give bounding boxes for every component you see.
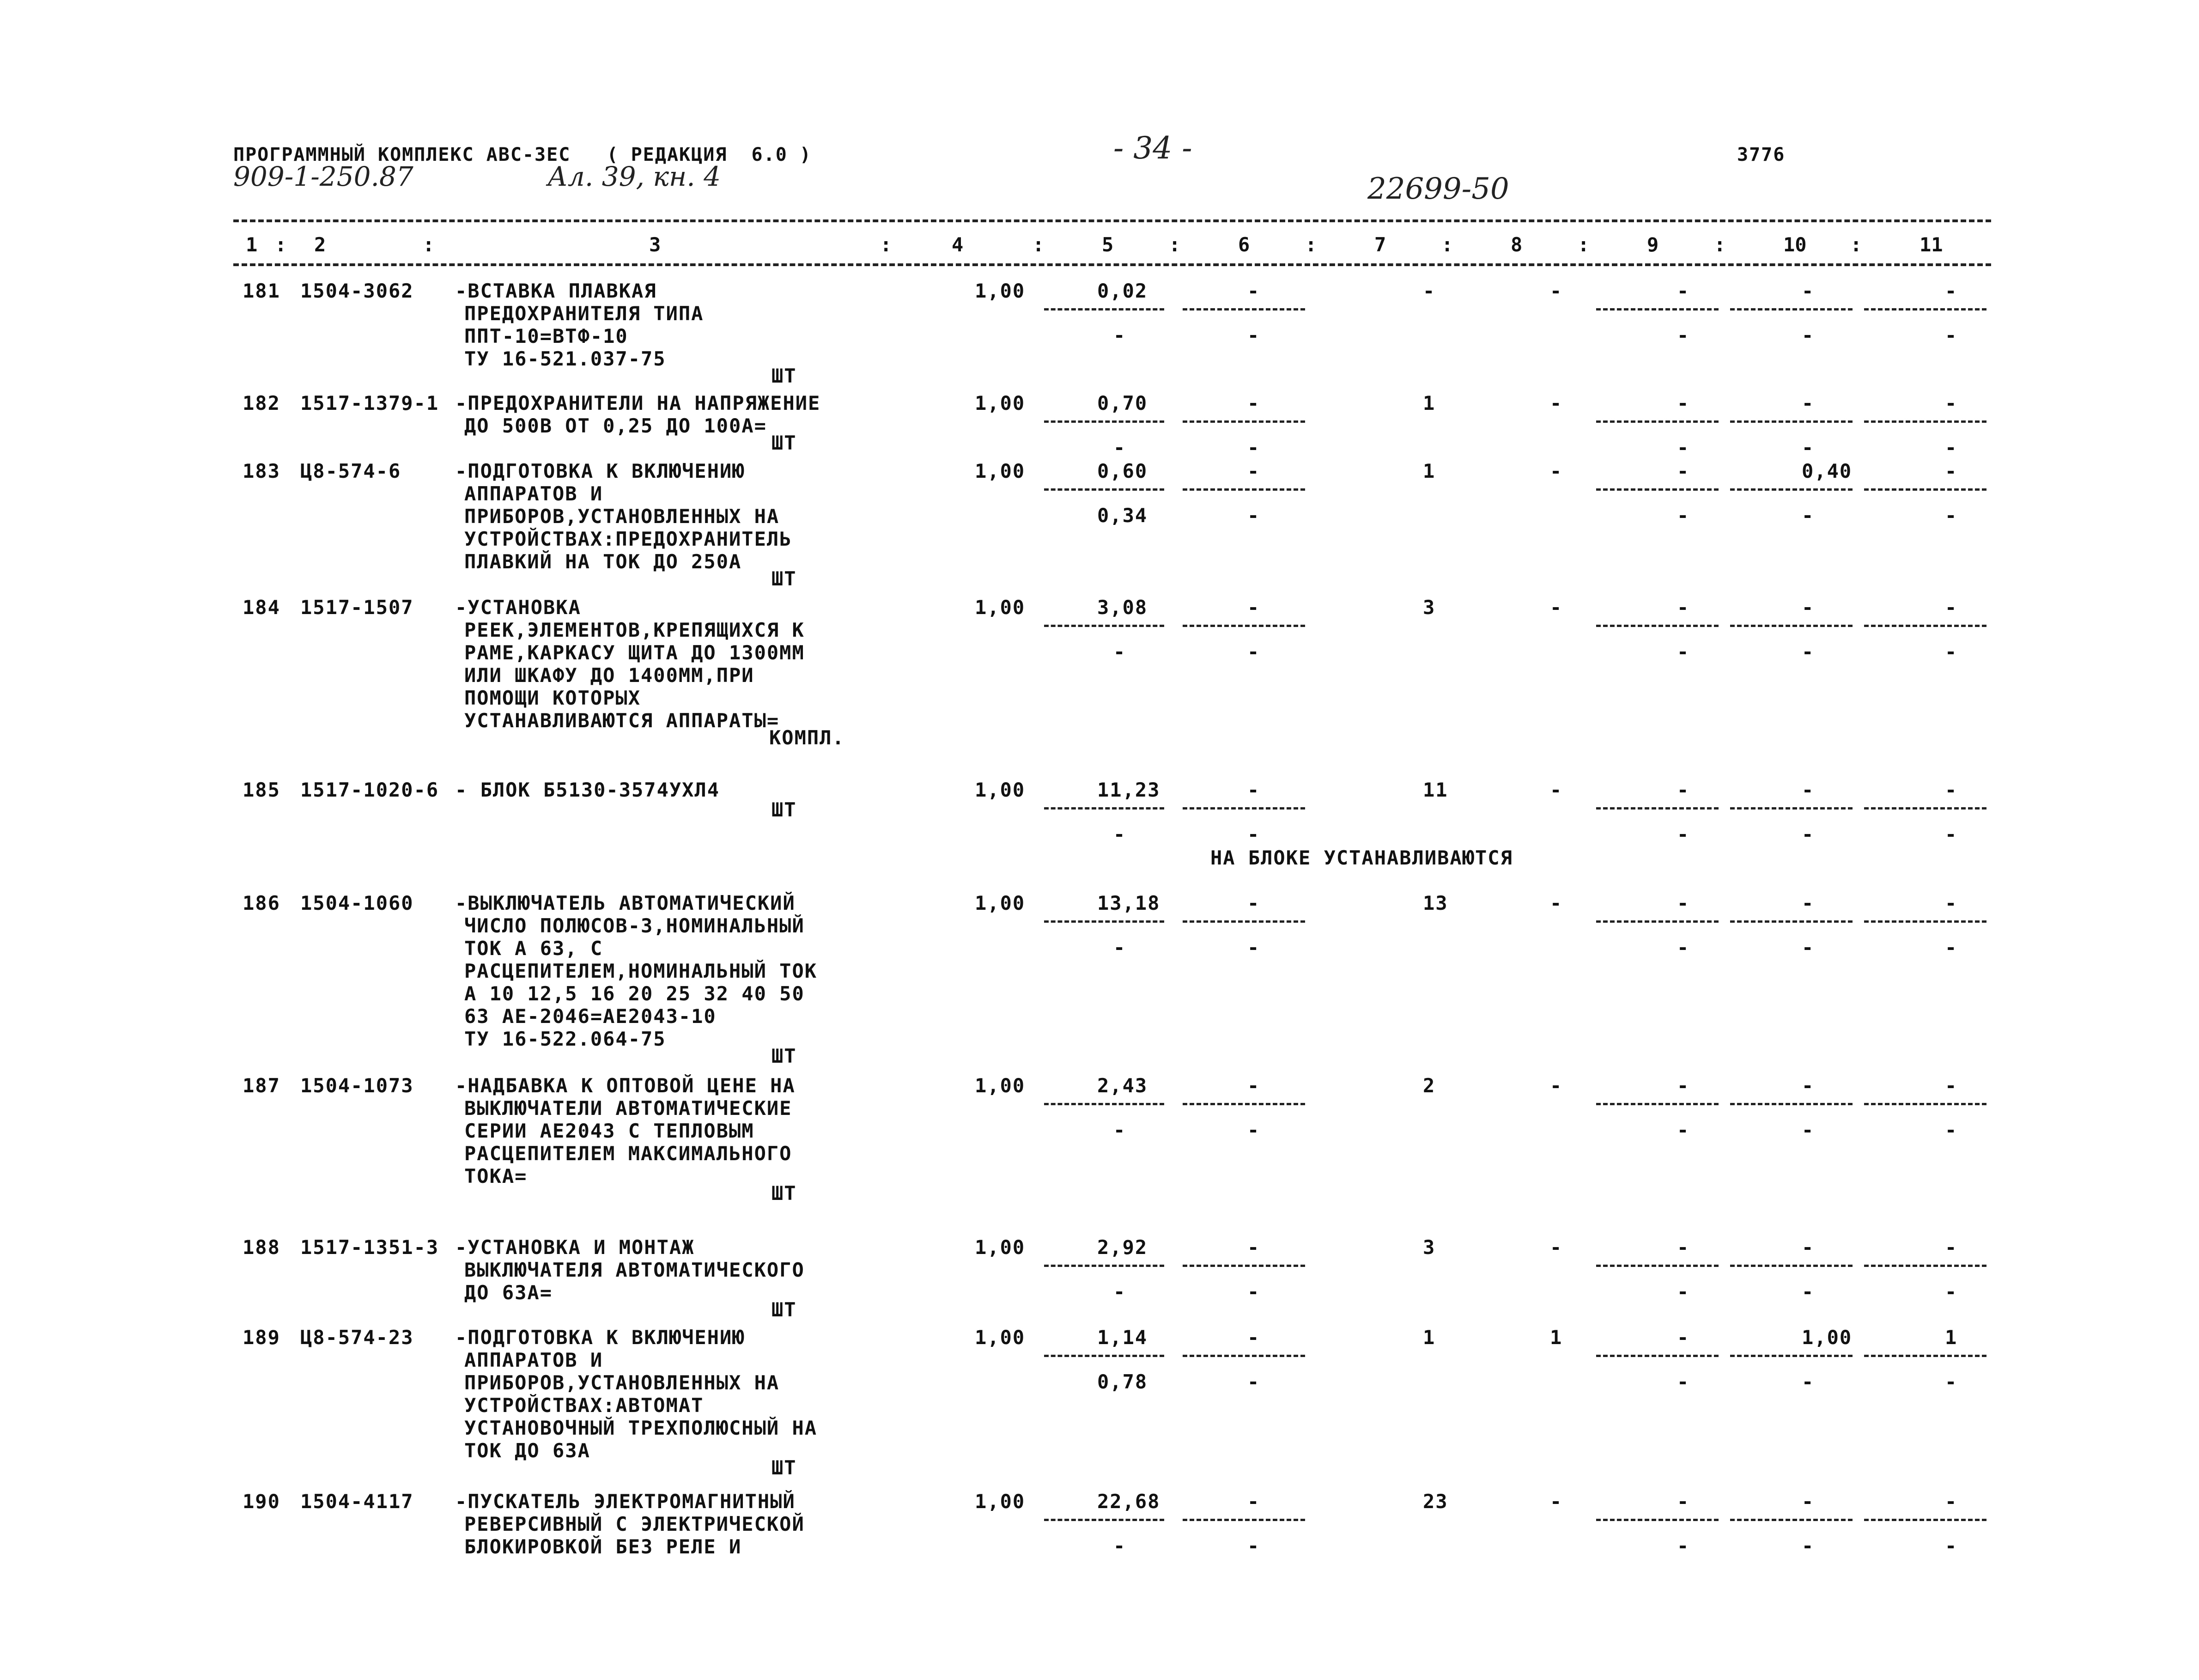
unit-label: ШТ xyxy=(771,365,797,387)
col-header-8: 8 xyxy=(1511,233,1523,256)
cost-col10-value: - xyxy=(1802,779,1815,801)
item-description-line: ТУ 16-522.064-75 xyxy=(464,1028,666,1050)
cost-col9-lower: - xyxy=(1677,436,1690,459)
item-description-line: РАСЦЕПИТЕЛЕМ МАКСИМАЛЬНОГО xyxy=(464,1142,792,1165)
cost-total-lower: - xyxy=(1113,936,1126,959)
cost-col10-value: 1,00 xyxy=(1802,1326,1853,1349)
cost-col6-lower: - xyxy=(1247,1119,1260,1141)
cost-col11-value: - xyxy=(1945,392,1958,414)
quantity-value: 1,00 xyxy=(975,280,1026,302)
cost-col6-lower: - xyxy=(1247,936,1260,959)
fraction-rule xyxy=(1183,420,1305,423)
cost-col10-lower: - xyxy=(1802,640,1815,663)
item-description-line: - БЛОК Б5130-3574УХЛ4 xyxy=(455,779,720,801)
cost-col10-lower: - xyxy=(1802,823,1815,846)
price-code: 1517-1379-1 xyxy=(300,392,439,414)
item-description-line: ИЛИ ШКАФУ ДО 1400ММ,ПРИ xyxy=(464,664,754,687)
cost-col11-lower: - xyxy=(1945,640,1958,663)
fraction-rule xyxy=(1596,807,1719,810)
fraction-rule xyxy=(1730,488,1853,491)
price-code: Ц8-574-23 xyxy=(300,1326,414,1349)
cost-col6-lower: - xyxy=(1247,1370,1260,1393)
fraction-rule xyxy=(1730,1519,1853,1521)
fraction-rule xyxy=(1183,1265,1305,1267)
cost-col8-value: - xyxy=(1550,1236,1563,1259)
col-sep: : xyxy=(1714,233,1726,256)
cost-col6-value: - xyxy=(1247,392,1260,414)
cost-col11-value: - xyxy=(1945,1236,1958,1259)
item-description-line: РЕЕК,ЭЛЕМЕНТОВ,КРЕПЯЩИХСЯ К xyxy=(464,619,805,641)
cost-total-value: 0,70 xyxy=(1097,392,1148,414)
cost-col7-value: 1 xyxy=(1423,392,1436,414)
item-description-line: ПРИБОРОВ,УСТАНОВЛЕННЫХ НА xyxy=(464,505,780,528)
item-description-line: ПРЕДОХРАНИТЕЛЯ ТИПА xyxy=(464,302,704,325)
col-sep: : xyxy=(880,233,892,256)
cost-col11-value: - xyxy=(1945,460,1958,482)
col-header-10: 10 xyxy=(1783,233,1807,256)
cost-col7-value: 23 xyxy=(1423,1490,1448,1513)
cost-col6-value: - xyxy=(1247,1326,1260,1349)
fraction-rule xyxy=(1044,1519,1164,1521)
item-description-line: БЛОКИРОВКОЙ БЕЗ РЕЛЕ И xyxy=(464,1535,742,1558)
item-description-line: ПРИБОРОВ,УСТАНОВЛЕННЫХ НА xyxy=(464,1371,780,1394)
cost-col9-value: - xyxy=(1677,1490,1690,1513)
item-description-line: -ПОДГОТОВКА К ВКЛЮЧЕНИЮ xyxy=(455,1326,745,1349)
row-number: 182 xyxy=(243,392,280,414)
fraction-rule xyxy=(1864,488,1986,491)
fraction-rule xyxy=(1183,308,1305,310)
fraction-rule xyxy=(1044,1103,1164,1105)
cost-col7-value: - xyxy=(1423,280,1436,302)
item-description-line: ТОК А 63, С xyxy=(464,937,603,960)
row-number: 187 xyxy=(243,1074,280,1097)
cost-col11-value: - xyxy=(1945,1490,1958,1513)
item-description-line: 63 АЕ-2046=АЕ2043-10 xyxy=(464,1005,717,1028)
item-description-line: РАМЕ,КАРКАСУ ЩИТА ДО 1300ММ xyxy=(464,641,805,664)
fraction-rule xyxy=(1596,1519,1719,1521)
cost-col10-value: - xyxy=(1802,1074,1815,1097)
fraction-rule xyxy=(1183,1519,1305,1521)
cost-col7-value: 1 xyxy=(1423,1326,1436,1349)
cost-col9-value: - xyxy=(1677,892,1690,914)
cost-col11-value: 1 xyxy=(1945,1326,1958,1349)
fraction-rule xyxy=(1044,625,1164,627)
item-description-line: УСТАНАВЛИВАЮТСЯ АППАРАТЫ= xyxy=(464,709,780,732)
fraction-rule xyxy=(1596,488,1719,491)
row-number: 188 xyxy=(243,1236,280,1259)
cost-col10-lower: - xyxy=(1802,436,1815,459)
quantity-value: 1,00 xyxy=(975,460,1026,482)
cost-total-lower: - xyxy=(1113,1119,1126,1141)
price-code: Ц8-574-6 xyxy=(300,460,401,482)
col-header-4: 4 xyxy=(952,233,964,256)
item-description-line: -ВСТАВКА ПЛАВКАЯ xyxy=(455,280,657,302)
cost-col6-value: - xyxy=(1247,1074,1260,1097)
cost-col8-value: - xyxy=(1550,280,1563,302)
quantity-value: 1,00 xyxy=(975,779,1026,801)
fraction-rule xyxy=(1596,1103,1719,1105)
row-number: 185 xyxy=(243,779,280,801)
row-number: 186 xyxy=(243,892,280,914)
item-description-line: -НАДБАВКА К ОПТОВОЙ ЦЕНЕ НА xyxy=(455,1074,796,1097)
cost-col9-value: - xyxy=(1677,1074,1690,1097)
col-sep: : xyxy=(1441,233,1453,256)
cost-col9-lower: - xyxy=(1677,1370,1690,1393)
cost-col9-lower: - xyxy=(1677,504,1690,527)
col-header-5: 5 xyxy=(1102,233,1114,256)
fraction-rule xyxy=(1044,308,1164,310)
handwritten-album-ref: Ал. 39, кн. 4 xyxy=(547,161,721,192)
item-description-line: -ПОДГОТОВКА К ВКЛЮЧЕНИЮ xyxy=(455,460,745,482)
fraction-rule xyxy=(1864,625,1986,627)
row-number: 190 xyxy=(243,1490,280,1513)
fraction-rule xyxy=(1596,920,1719,923)
cost-col7-value: 2 xyxy=(1423,1074,1436,1097)
cost-total-value: 11,23 xyxy=(1097,779,1160,801)
fraction-rule xyxy=(1044,807,1164,810)
price-code: 1504-1073 xyxy=(300,1074,414,1097)
fraction-rule xyxy=(1864,1103,1986,1105)
cost-col11-lower: - xyxy=(1945,1534,1958,1557)
fraction-rule xyxy=(1730,920,1853,923)
fraction-rule xyxy=(1864,1519,1986,1521)
cost-col9-lower: - xyxy=(1677,936,1690,959)
cost-col11-value: - xyxy=(1945,280,1958,302)
fraction-rule xyxy=(1730,308,1853,310)
block-note: НА БЛОКЕ УСТАНАВЛИВАЮТСЯ xyxy=(1210,846,1513,869)
cost-col9-value: - xyxy=(1677,392,1690,414)
price-code: 1517-1020-6 xyxy=(300,779,439,801)
cost-col10-lower: - xyxy=(1802,324,1815,347)
cost-col7-value: 3 xyxy=(1423,596,1436,619)
cost-total-value: 2,43 xyxy=(1097,1074,1148,1097)
cost-col6-lower: - xyxy=(1247,1534,1260,1557)
quantity-value: 1,00 xyxy=(975,892,1026,914)
unit-label: ШТ xyxy=(771,567,797,590)
fraction-rule xyxy=(1730,1265,1853,1267)
fraction-rule xyxy=(1183,920,1305,923)
fraction-rule xyxy=(1864,807,1986,810)
cost-col9-value: - xyxy=(1677,1236,1690,1259)
fraction-rule xyxy=(1730,625,1853,627)
item-description-line: РЕВЕРСИВНЫЙ С ЭЛЕКТРИЧЕСКОЙ xyxy=(464,1513,805,1535)
cost-col10-value: - xyxy=(1802,1490,1815,1513)
fraction-rule xyxy=(1864,1355,1986,1357)
cost-col6-value: - xyxy=(1247,280,1260,302)
cost-col8-value: - xyxy=(1550,460,1563,482)
cost-col9-lower: - xyxy=(1677,324,1690,347)
cost-col11-value: - xyxy=(1945,1074,1958,1097)
header-bottom-rule xyxy=(233,263,1991,266)
fraction-rule xyxy=(1864,308,1986,310)
cost-col9-value: - xyxy=(1677,460,1690,482)
cost-col6-value: - xyxy=(1247,1236,1260,1259)
cost-col6-value: - xyxy=(1247,779,1260,801)
item-description-line: ДО 500В ОТ 0,25 ДО 100А= xyxy=(464,414,767,437)
handwritten-project-code: 909-1-250.87 xyxy=(233,161,413,192)
row-number: 183 xyxy=(243,460,280,482)
table-top-rule xyxy=(233,219,1991,222)
cost-col7-value: 3 xyxy=(1423,1236,1436,1259)
program-title: ПРОГРАММНЫЙ КОМПЛЕКС АВС-3ЕС ( РЕДАКЦИЯ 6.0 ) xyxy=(233,144,812,165)
item-description-line: -УСТАНОВКА И МОНТАЖ xyxy=(455,1236,695,1259)
cost-col7-value: 13 xyxy=(1423,892,1448,914)
cost-total-value: 0,60 xyxy=(1097,460,1148,482)
unit-label: КОМПЛ. xyxy=(769,726,845,749)
cost-col7-value: 11 xyxy=(1423,779,1448,801)
cost-col6-value: - xyxy=(1247,1490,1260,1513)
item-description-line: АППАРАТОВ И xyxy=(464,482,603,505)
unit-label: ШТ xyxy=(771,798,797,821)
price-code: 1504-3062 xyxy=(300,280,414,302)
item-description-line: РАСЦЕПИТЕЛЕМ,НОМИНАЛЬНЫЙ ТОК xyxy=(464,960,818,982)
cost-col9-value: - xyxy=(1677,280,1690,302)
cost-col10-lower: - xyxy=(1802,1280,1815,1303)
fraction-rule xyxy=(1596,1355,1719,1357)
row-number: 189 xyxy=(243,1326,280,1349)
quantity-value: 1,00 xyxy=(975,1236,1026,1259)
fraction-rule xyxy=(1596,625,1719,627)
fraction-rule xyxy=(1183,488,1305,491)
item-description-line: ПЛАВКИЙ НА ТОК ДО 250А xyxy=(464,550,742,573)
unit-label: ШТ xyxy=(771,432,797,454)
cost-total-value: 22,68 xyxy=(1097,1490,1160,1513)
cost-col8-value: - xyxy=(1550,779,1563,801)
item-description-line: УСТРОЙСТВАХ:АВТОМАТ xyxy=(464,1394,704,1417)
cost-col7-value: 1 xyxy=(1423,460,1436,482)
price-code: 1504-1060 xyxy=(300,892,414,914)
fraction-rule xyxy=(1864,420,1986,423)
col-header-7: 7 xyxy=(1374,233,1386,256)
col-header-1: 1 xyxy=(246,233,258,256)
cost-total-lower: - xyxy=(1113,324,1126,347)
col-sep: : xyxy=(423,233,435,256)
unit-label: ШТ xyxy=(771,1045,797,1067)
row-number: 181 xyxy=(243,280,280,302)
cost-col8-value: 1 xyxy=(1550,1326,1563,1349)
col-header-6: 6 xyxy=(1238,233,1250,256)
cost-col10-value: - xyxy=(1802,892,1815,914)
cost-col10-lower: - xyxy=(1802,1370,1815,1393)
fraction-rule xyxy=(1183,807,1305,810)
fraction-rule xyxy=(1730,1103,1853,1105)
col-header-2: 2 xyxy=(314,233,326,256)
cost-col11-value: - xyxy=(1945,596,1958,619)
item-description-line: АППАРАТОВ И xyxy=(464,1349,603,1371)
cost-total-lower: - xyxy=(1113,823,1126,846)
col-header-3: 3 xyxy=(649,233,661,256)
fraction-rule xyxy=(1596,1265,1719,1267)
fraction-rule xyxy=(1864,920,1986,923)
cost-col9-lower: - xyxy=(1677,640,1690,663)
cost-col10-lower: - xyxy=(1802,1119,1815,1141)
cost-col9-lower: - xyxy=(1677,1119,1690,1141)
cost-col11-lower: - xyxy=(1945,1119,1958,1141)
cost-col11-lower: - xyxy=(1945,436,1958,459)
cost-total-lower: - xyxy=(1113,1280,1126,1303)
cost-total-lower: - xyxy=(1113,1534,1126,1557)
fraction-rule xyxy=(1730,420,1853,423)
fraction-rule xyxy=(1044,420,1164,423)
unit-label: ШТ xyxy=(771,1298,797,1321)
fraction-rule xyxy=(1183,1103,1305,1105)
sheet-code: 3776 xyxy=(1737,144,1786,165)
cost-col10-value: 0,40 xyxy=(1802,460,1853,482)
item-description-line: -ПРЕДОХРАНИТЕЛИ НА НАПРЯЖЕНИЕ xyxy=(455,392,821,414)
fraction-rule xyxy=(1183,625,1305,627)
cost-col6-lower: - xyxy=(1247,823,1260,846)
col-sep: : xyxy=(275,233,287,256)
cost-col6-value: - xyxy=(1247,892,1260,914)
cost-total-lower: - xyxy=(1113,640,1126,663)
item-description-line: ППТ-10=ВТФ-10 xyxy=(464,325,628,347)
item-description-line: ТОКА= xyxy=(464,1165,528,1187)
cost-col10-value: - xyxy=(1802,1236,1815,1259)
cost-total-lower: 0,34 xyxy=(1097,504,1148,527)
quantity-value: 1,00 xyxy=(975,1074,1026,1097)
cost-col11-lower: - xyxy=(1945,1370,1958,1393)
item-description-line: ТОК ДО 63А xyxy=(464,1439,590,1462)
quantity-value: 1,00 xyxy=(975,392,1026,414)
cost-col6-lower: - xyxy=(1247,640,1260,663)
cost-col8-value: - xyxy=(1550,596,1563,619)
cost-col11-lower: - xyxy=(1945,324,1958,347)
fraction-rule xyxy=(1596,308,1719,310)
cost-total-value: 0,02 xyxy=(1097,280,1148,302)
cost-col9-lower: - xyxy=(1677,823,1690,846)
quantity-value: 1,00 xyxy=(975,596,1026,619)
handwritten-doc-number: 22699-50 xyxy=(1367,172,1509,206)
fraction-rule xyxy=(1864,1265,1986,1267)
fraction-rule xyxy=(1596,420,1719,423)
cost-total-lower: 0,78 xyxy=(1097,1370,1148,1393)
cost-total-value: 13,18 xyxy=(1097,892,1160,914)
fraction-rule xyxy=(1183,1355,1305,1357)
row-number: 184 xyxy=(243,596,280,619)
cost-col11-lower: - xyxy=(1945,936,1958,959)
item-description-line: ЧИСЛО ПОЛЮСОВ-3,НОМИНАЛЬНЫЙ xyxy=(464,914,805,937)
quantity-value: 1,00 xyxy=(975,1490,1026,1513)
price-code: 1504-4117 xyxy=(300,1490,414,1513)
cost-col11-value: - xyxy=(1945,892,1958,914)
col-sep: : xyxy=(1033,233,1045,256)
item-description-line: -ПУСКАТЕЛЬ ЭЛЕКТРОМАГНИТНЫЙ xyxy=(455,1490,796,1513)
item-description-line: -ВЫКЛЮЧАТЕЛЬ АВТОМАТИЧЕСКИЙ xyxy=(455,892,796,914)
cost-col9-lower: - xyxy=(1677,1280,1690,1303)
cost-col9-value: - xyxy=(1677,1326,1690,1349)
col-header-11: 11 xyxy=(1920,233,1943,256)
col-sep: : xyxy=(1169,233,1181,256)
fraction-rule xyxy=(1730,1355,1853,1357)
fraction-rule xyxy=(1044,1265,1164,1267)
item-description-line: СЕРИИ АЕ2043 С ТЕПЛОВЫМ xyxy=(464,1120,754,1142)
cost-col9-value: - xyxy=(1677,779,1690,801)
cost-col6-lower: - xyxy=(1247,436,1260,459)
cost-col10-value: - xyxy=(1802,392,1815,414)
cost-col11-value: - xyxy=(1945,779,1958,801)
cost-col10-value: - xyxy=(1802,280,1815,302)
price-code: 1517-1351-3 xyxy=(300,1236,439,1259)
item-description-line: УСТРОЙСТВАХ:ПРЕДОХРАНИТЕЛЬ xyxy=(464,528,792,550)
col-header-9: 9 xyxy=(1647,233,1659,256)
cost-col8-value: - xyxy=(1550,1490,1563,1513)
cost-col8-value: - xyxy=(1550,1074,1563,1097)
page-number: - 34 - xyxy=(1113,130,1192,166)
cost-col11-lower: - xyxy=(1945,823,1958,846)
cost-col6-lower: - xyxy=(1247,1280,1260,1303)
cost-col11-lower: - xyxy=(1945,504,1958,527)
cost-col11-lower: - xyxy=(1945,1280,1958,1303)
cost-total-lower: - xyxy=(1113,436,1126,459)
cost-col6-value: - xyxy=(1247,596,1260,619)
cost-total-value: 1,14 xyxy=(1097,1326,1148,1349)
item-description-line: ВЫКЛЮЧАТЕЛИ АВТОМАТИЧЕСКИЕ xyxy=(464,1097,792,1120)
item-description-line: ВЫКЛЮЧАТЕЛЯ АВТОМАТИЧЕСКОГО xyxy=(464,1259,805,1281)
fraction-rule xyxy=(1044,920,1164,923)
cost-col8-value: - xyxy=(1550,392,1563,414)
item-description-line: ПОМОЩИ КОТОРЫХ xyxy=(464,687,641,709)
unit-label: ШТ xyxy=(771,1456,797,1479)
price-code: 1517-1507 xyxy=(300,596,414,619)
fraction-rule xyxy=(1730,807,1853,810)
item-description-line: ТУ 16-521.037-75 xyxy=(464,347,666,370)
cost-col9-value: - xyxy=(1677,596,1690,619)
cost-col10-lower: - xyxy=(1802,504,1815,527)
cost-col9-lower: - xyxy=(1677,1534,1690,1557)
cost-col6-lower: - xyxy=(1247,504,1260,527)
cost-col8-value: - xyxy=(1550,892,1563,914)
col-sep: : xyxy=(1305,233,1317,256)
fraction-rule xyxy=(1044,1355,1164,1357)
fraction-rule xyxy=(1044,488,1164,491)
col-sep: : xyxy=(1850,233,1862,256)
cost-col10-lower: - xyxy=(1802,936,1815,959)
cost-col6-value: - xyxy=(1247,460,1260,482)
col-sep: : xyxy=(1578,233,1590,256)
unit-label: ШТ xyxy=(771,1182,797,1205)
cost-col10-lower: - xyxy=(1802,1534,1815,1557)
cost-col6-lower: - xyxy=(1247,324,1260,347)
cost-total-value: 3,08 xyxy=(1097,596,1148,619)
item-description-line: А 10 12,5 16 20 25 32 40 50 xyxy=(464,982,805,1005)
cost-total-value: 2,92 xyxy=(1097,1236,1148,1259)
item-description-line: -УСТАНОВКА xyxy=(455,596,581,619)
cost-col10-value: - xyxy=(1802,596,1815,619)
quantity-value: 1,00 xyxy=(975,1326,1026,1349)
item-description-line: ДО 63А= xyxy=(464,1281,553,1304)
item-description-line: УСТАНОВОЧНЫЙ ТРЕХПОЛЮСНЫЙ НА xyxy=(464,1417,818,1439)
